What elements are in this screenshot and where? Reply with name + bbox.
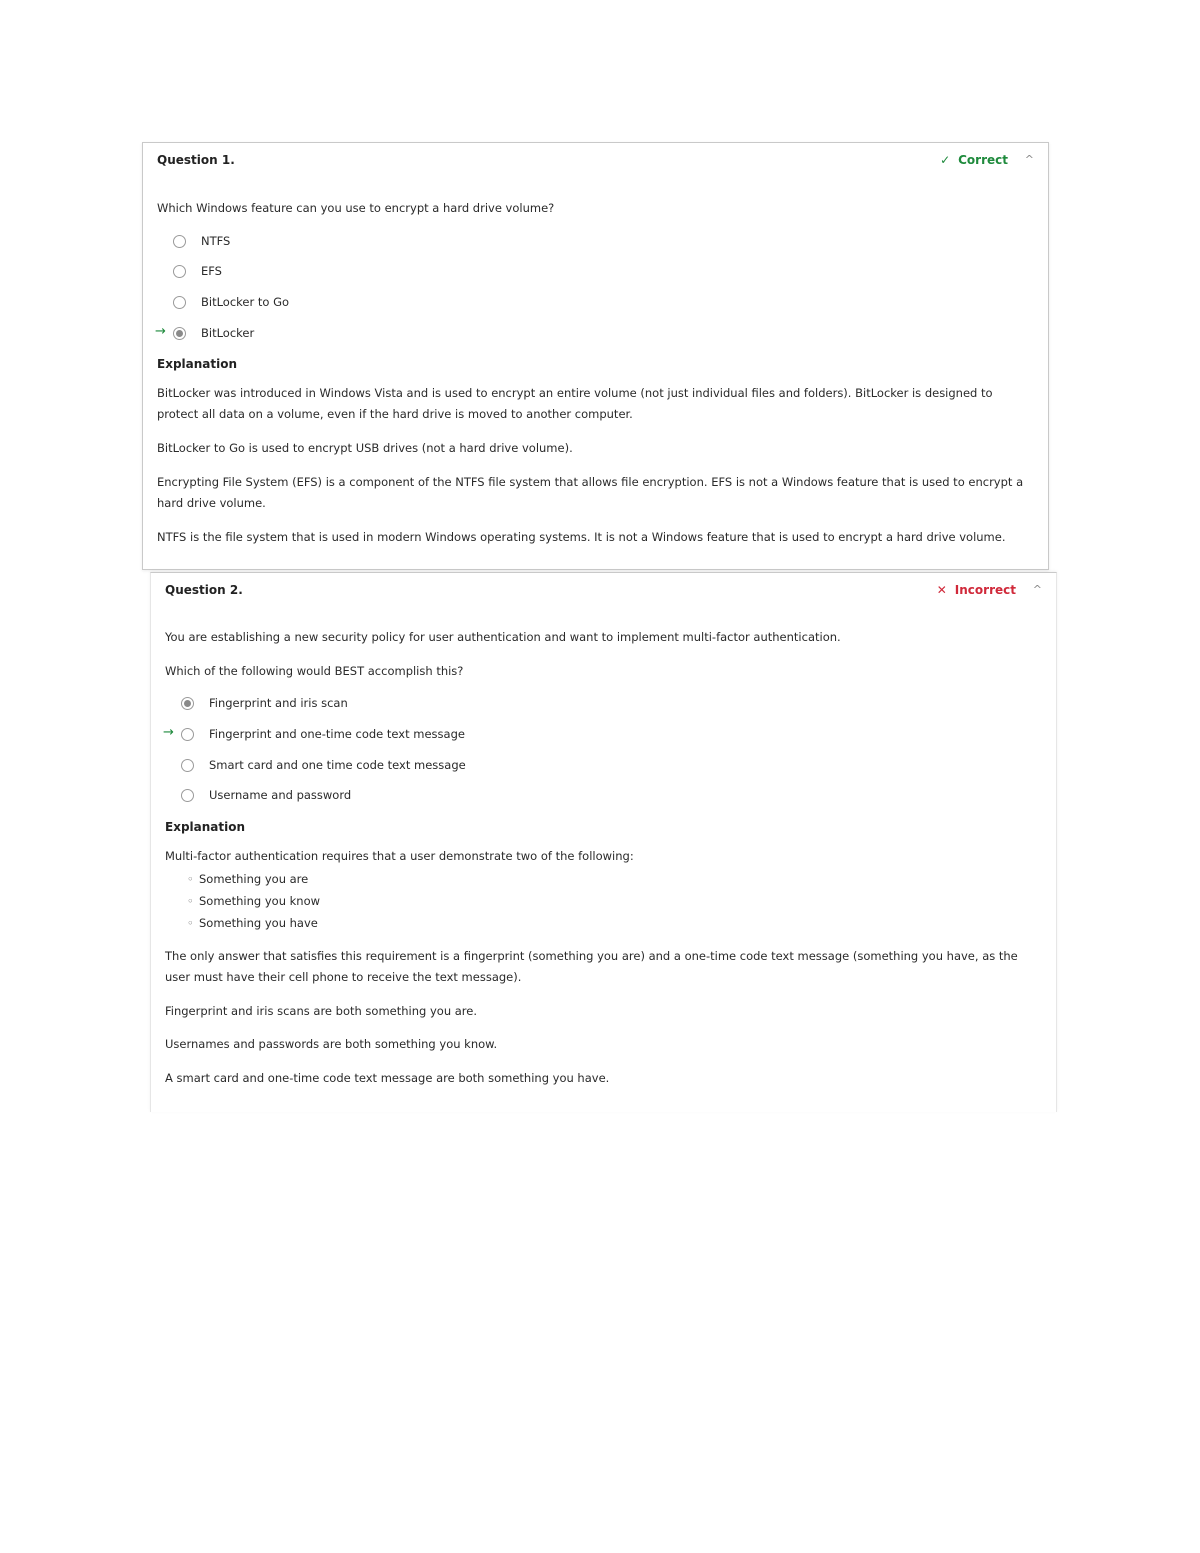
radio-button[interactable] <box>173 327 186 340</box>
explanation-intro: Multi-factor authentication requires that a user demonstrate two of the following: <box>165 849 634 863</box>
option-label: BitLocker to Go <box>201 295 290 309</box>
explanation-paragraph: The only answer that satisfies this requirement is a fingerprint (something you are) and a one-time code text message (something you have, as the user must have their cell phone to receive the text message). <box>165 949 1018 984</box>
chevron-up-icon[interactable]: ^ <box>1032 583 1042 596</box>
status-label: Incorrect <box>954 583 1016 597</box>
question-card-2 <box>150 572 1057 1112</box>
explanation-heading: Explanation <box>165 820 246 834</box>
question-prompt: You are establishing a new security policy for user authentication and want to implement multi-factor authentication. <box>165 630 841 644</box>
status-badge <box>937 583 1016 597</box>
question-title: Question 2. <box>165 583 243 597</box>
option-label: Smart card and one time code text message <box>209 758 466 772</box>
list-item: ◦ Something you are <box>187 868 320 890</box>
list-item: ◦ Something you have <box>187 912 320 934</box>
question-header[interactable] <box>157 153 1034 171</box>
question-prompt-secondary: Which of the following would BEST accomplish this? <box>165 664 464 678</box>
option-label: Username and password <box>209 788 352 802</box>
explanation-paragraph: BitLocker was introduced in Windows Vista and is used to encrypt an entire volume (not just individual files and folders). BitLocker is designed to protect all data on a volume, even if the hard drive is moved to another computer. <box>157 386 993 421</box>
radio-button[interactable] <box>173 235 186 248</box>
question-prompt: Which Windows feature can you use to encrypt a hard drive volume? <box>157 201 555 215</box>
question-title: Question 1. <box>157 153 235 167</box>
explanation-paragraph: Fingerprint and iris scans are both something you are. <box>165 1004 478 1018</box>
question-card-1 <box>142 142 1049 570</box>
check-icon: ✓ <box>940 153 951 167</box>
explanation-paragraph: A smart card and one-time code text message are both something you have. <box>165 1071 610 1085</box>
option-label: Fingerprint and one-time code text message <box>209 727 465 741</box>
x-icon: ✕ <box>936 583 947 597</box>
option-label: NTFS <box>201 234 231 248</box>
factor-list <box>187 868 320 934</box>
radio-button[interactable] <box>181 789 194 802</box>
status-badge <box>940 153 1008 167</box>
option-label: Fingerprint and iris scan <box>209 696 348 710</box>
radio-button[interactable] <box>173 296 186 309</box>
explanation-heading: Explanation <box>157 357 238 371</box>
correct-arrow-icon: → <box>163 725 174 740</box>
explanation-paragraph: Encrypting File System (EFS) is a component of the NTFS file system that allows file encryption. EFS is not a Windows feature that is used to encrypt a hard drive volume. <box>157 475 1024 510</box>
list-item: ◦ Something you know <box>187 890 320 912</box>
chevron-up-icon[interactable]: ^ <box>1024 153 1034 166</box>
radio-button[interactable] <box>173 265 186 278</box>
radio-button[interactable] <box>181 728 194 741</box>
explanation-paragraph: Usernames and passwords are both something you know. <box>165 1037 498 1051</box>
explanation-paragraph: NTFS is the file system that is used in modern Windows operating systems. It is not a Windows feature that is used to encrypt a hard drive volume. <box>157 530 1006 544</box>
explanation-paragraph: BitLocker to Go is used to encrypt USB drives (not a hard drive volume). <box>157 441 573 455</box>
question-header[interactable] <box>165 583 1042 601</box>
radio-button[interactable] <box>181 759 194 772</box>
option-label: BitLocker <box>201 326 255 340</box>
correct-arrow-icon: → <box>155 324 166 339</box>
status-label: Correct <box>958 153 1008 167</box>
option-label: EFS <box>201 264 222 278</box>
radio-button[interactable] <box>181 697 194 710</box>
